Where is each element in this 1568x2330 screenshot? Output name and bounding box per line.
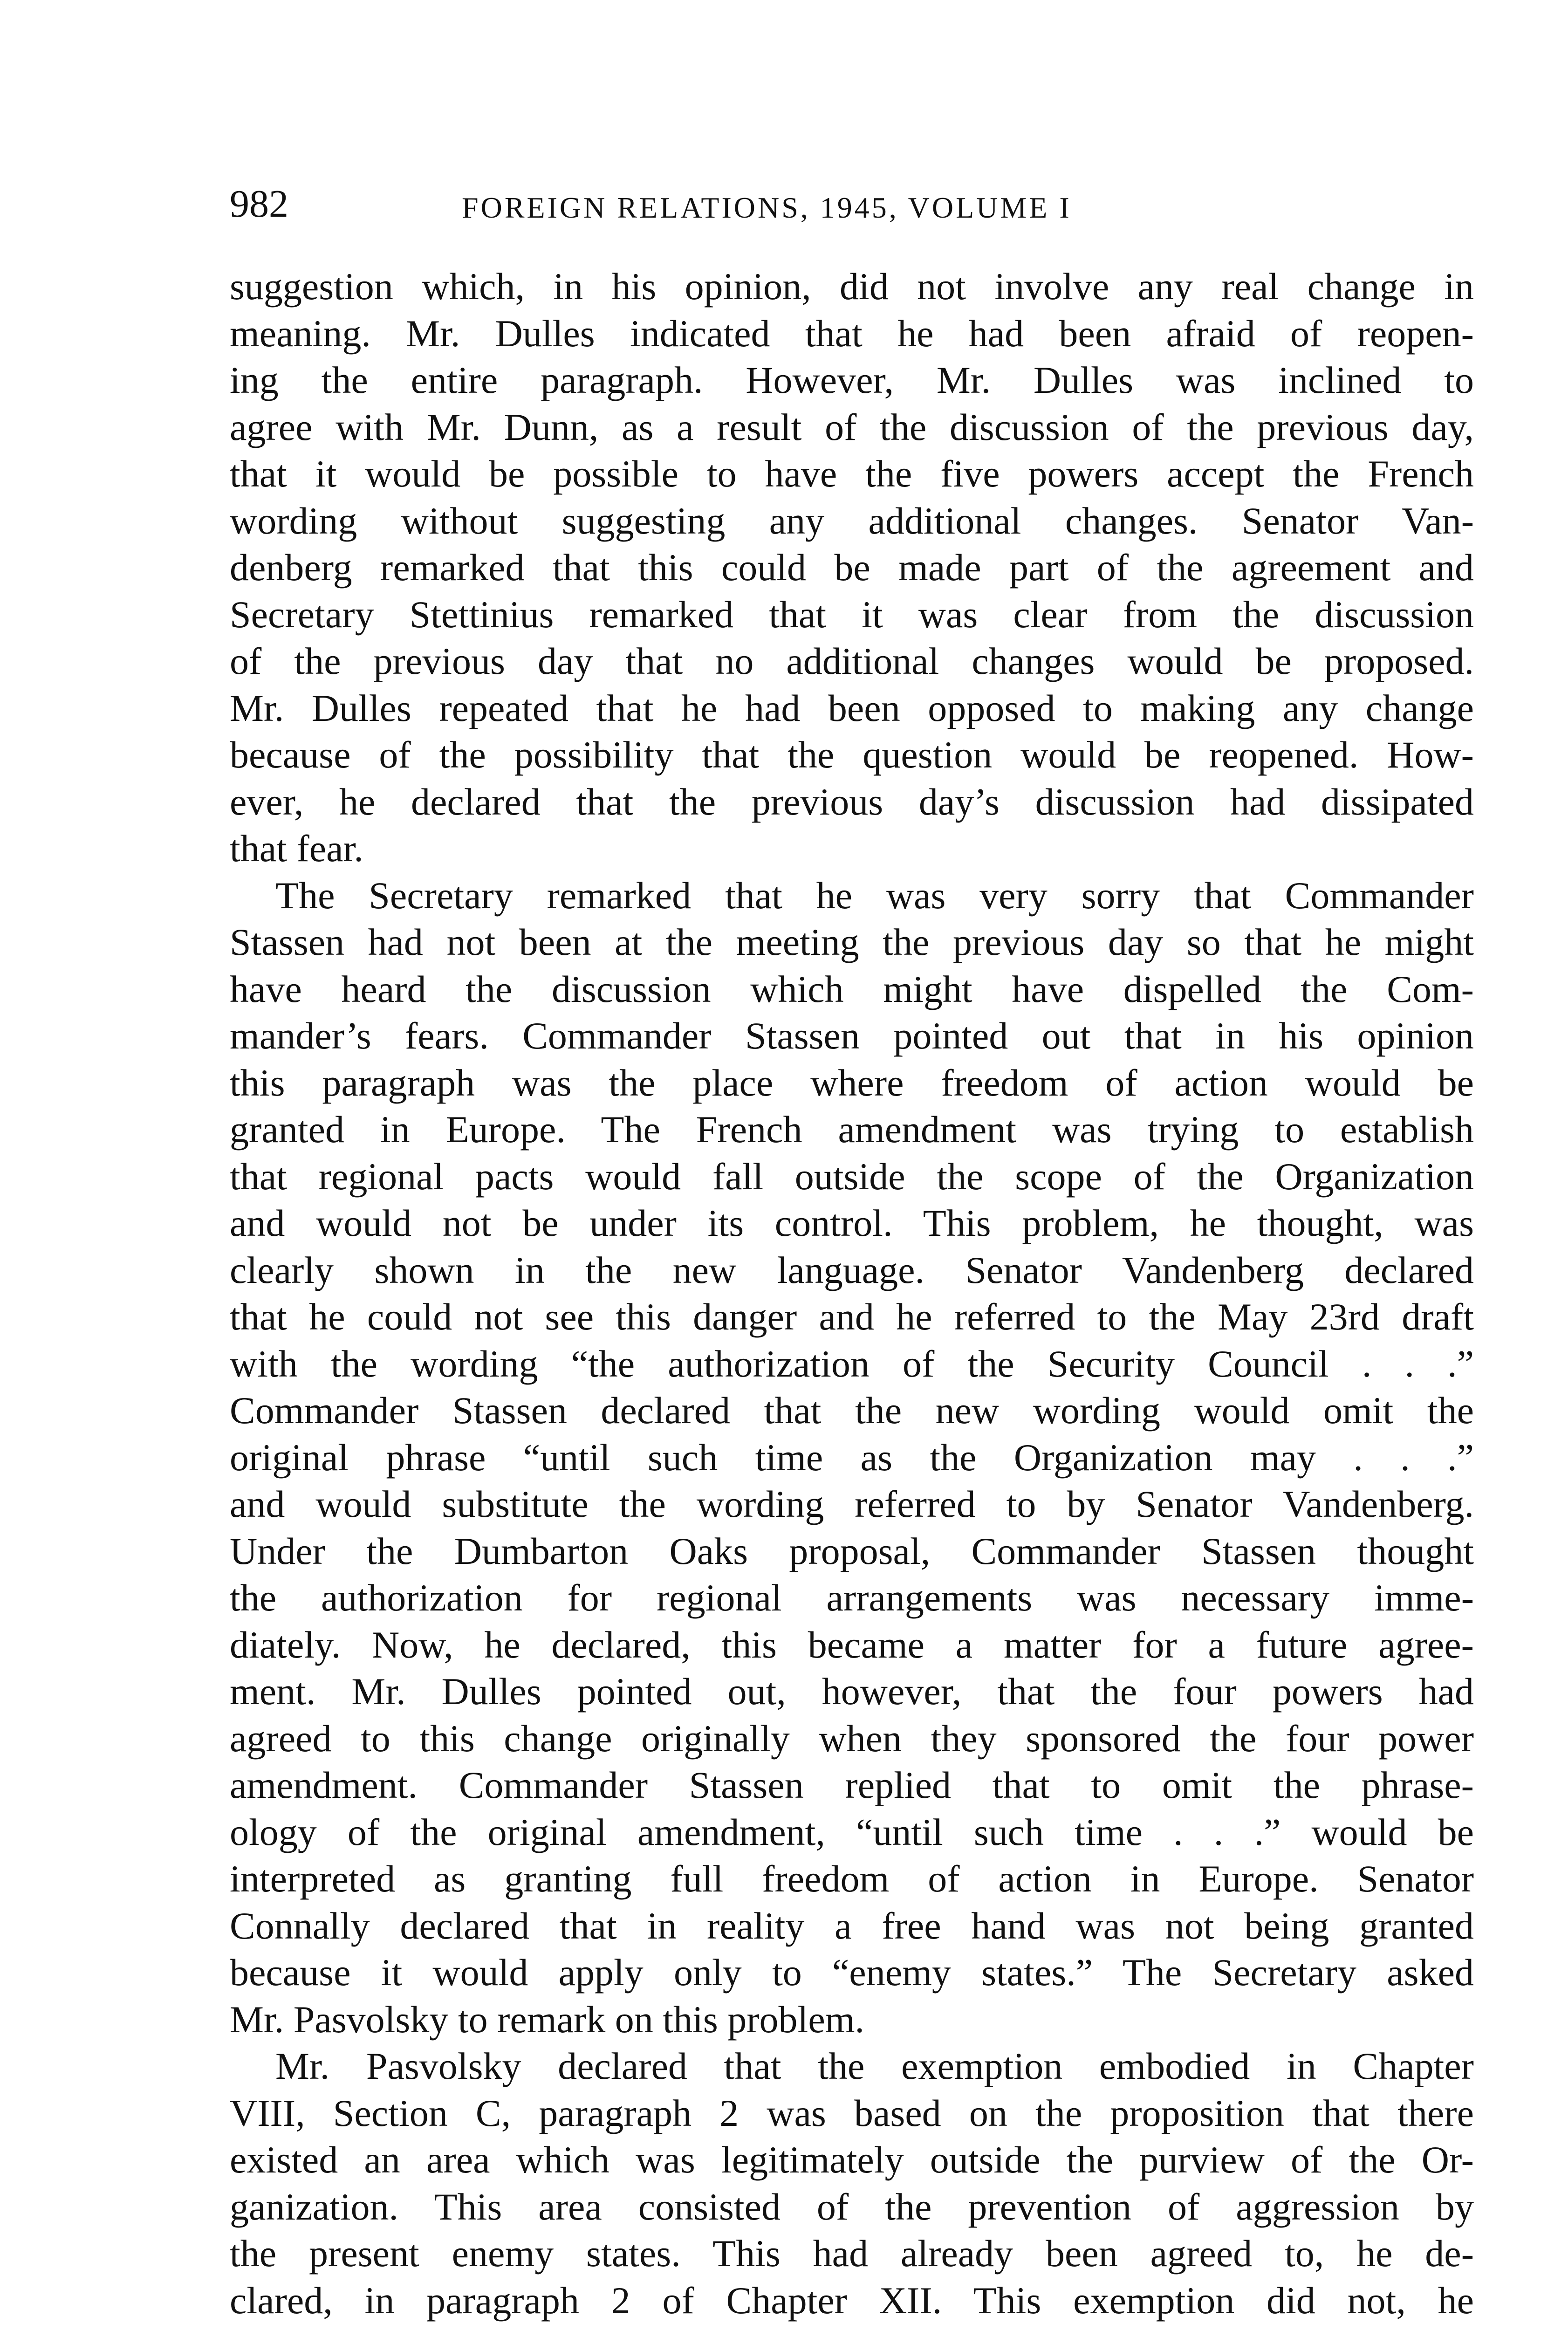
text-line: with the wording “the authorization of the Security Council . . .”	[230, 1342, 1474, 1385]
text-line: meaning. Mr. Dulles indicated that he had been afraid of reopen-	[230, 312, 1474, 355]
text-line: agree with Mr. Dunn, as a result of the discussion of the previous day,	[230, 405, 1474, 448]
text-line: ever, he declared that the previous day’s discussion had dissipated	[230, 780, 1474, 823]
text-line: because of the possibility that the question would be reopened. How-	[230, 733, 1474, 776]
text-line: Mr. Dulles repeated that he had been opposed to making any change	[230, 686, 1474, 729]
text-line: that he could not see this danger and he referred to the May 23rd draft	[230, 1295, 1474, 1338]
text-line: The Secretary remarked that he was very sorry that Commander	[275, 874, 1474, 917]
text-line: suggestion which, in his opinion, did not involve any real change in	[230, 265, 1474, 308]
text-line: original phrase “until such time as the Organization may . . .”	[230, 1436, 1474, 1479]
body-text	[230, 263, 1474, 2324]
paragraph-1	[230, 263, 1474, 872]
running-title: FOREIGN RELATIONS, 1945, VOLUME I	[462, 191, 1072, 224]
text-line: this paragraph was the place where freedom of action would be	[230, 1061, 1474, 1104]
paragraph-2	[230, 872, 1474, 2043]
text-line: Connally declared that in reality a free hand was not being granted	[230, 1904, 1474, 1947]
text-line: because it would apply only to “enemy states.” The Secretary asked	[230, 1951, 1474, 1994]
text-line: ing the entire paragraph. However, Mr. Dulles was inclined to	[230, 359, 1474, 401]
page-number: 982	[230, 182, 288, 226]
text-line: Mr. Pasvolsky declared that the exemption embodied in Chapter	[275, 2045, 1474, 2087]
text-line: granted in Europe. The French amendment was trying to establish	[230, 1108, 1474, 1151]
text-line: that regional pacts would fall outside the scope of the Organization	[230, 1155, 1474, 1198]
paragraph-3	[230, 2043, 1474, 2324]
text-line: Stassen had not been at the meeting the previous day so that he might	[230, 921, 1474, 963]
text-line: diately. Now, he declared, this became a matter for a future agree-	[230, 1623, 1474, 1666]
text-line: clearly shown in the new language. Senator Vandenberg declared	[230, 1248, 1474, 1291]
text-line: VIII, Section C, paragraph 2 was based on the proposition that there	[230, 2091, 1474, 2134]
text-line: interpreted as granting full freedom of action in Europe. Senator	[230, 1857, 1474, 1900]
text-line: ganization. This area consisted of the prevention of aggression by	[230, 2185, 1474, 2228]
text-line: denberg remarked that this could be made part of the agreement and	[230, 546, 1474, 589]
text-line: Secretary Stettinius remarked that it was clear from the discussion	[230, 593, 1474, 636]
text-line: ment. Mr. Dulles pointed out, however, that the four powers had	[230, 1670, 1474, 1713]
text-line: ology of the original amendment, “until such time . . .” would be	[230, 1810, 1474, 1853]
text-line: agreed to this change originally when they sponsored the four power	[230, 1717, 1474, 1760]
text-line: wording without suggesting any additional changes. Senator Van-	[230, 499, 1474, 542]
text-line: Under the Dumbarton Oaks proposal, Commander Stassen thought	[230, 1529, 1474, 1572]
text-line: and would not be under its control. This problem, he thought, was	[230, 1202, 1474, 1244]
text-line: existed an area which was legitimately outside the purview of the Or-	[230, 2138, 1474, 2181]
running-head	[230, 178, 1474, 230]
text-line: the authorization for regional arrangements was necessary imme-	[230, 1576, 1474, 1619]
text-line: clared, in paragraph 2 of Chapter XII. This exemption did not, he	[230, 2279, 1474, 2322]
text-line: and would substitute the wording referred to by Senator Vandenberg.	[230, 1483, 1474, 1525]
text-line: that it would be possible to have the five powers accept the French	[230, 452, 1474, 495]
text-line: the present enemy states. This had already been agreed to, he de-	[230, 2232, 1474, 2275]
text-line: that fear.	[230, 827, 363, 870]
text-line: amendment. Commander Stassen replied that to omit the phrase-	[230, 1764, 1474, 1806]
text-line: mander’s fears. Commander Stassen pointed out that in his opinion	[230, 1014, 1474, 1057]
text-line: have heard the discussion which might have dispelled the Com-	[230, 967, 1474, 1010]
text-line: of the previous day that no additional changes would be proposed.	[230, 640, 1474, 682]
text-line: Mr. Pasvolsky to remark on this problem.	[230, 1998, 865, 2041]
text-line: Commander Stassen declared that the new wording would omit the	[230, 1389, 1474, 1432]
